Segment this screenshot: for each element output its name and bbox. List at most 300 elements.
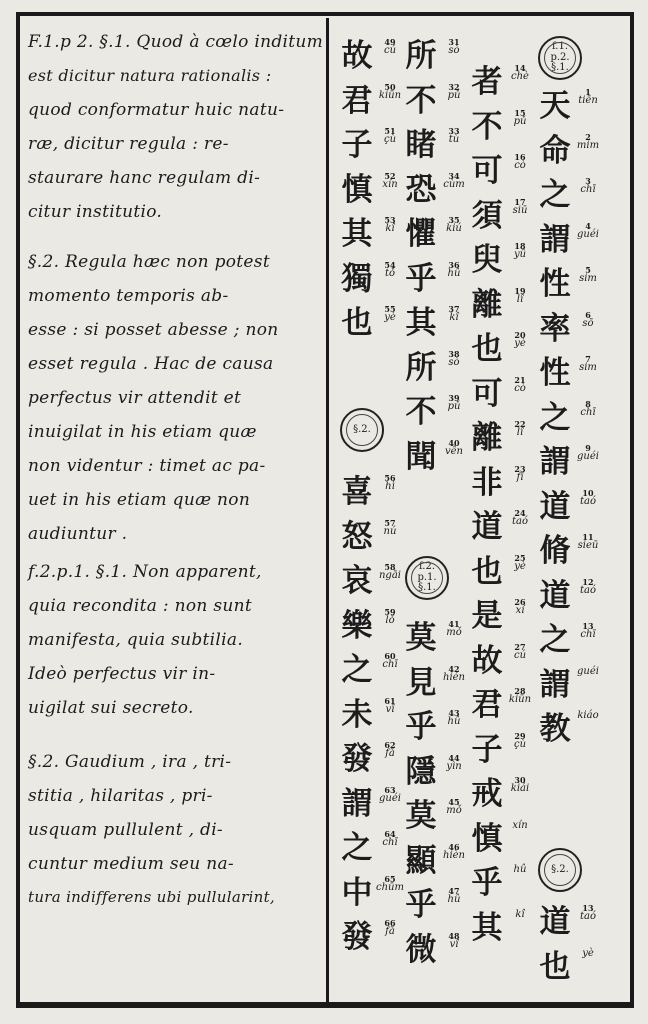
- chinese-character: 未: [341, 696, 373, 733]
- romanization: [374, 38, 406, 83]
- romanization-text: kiái: [510, 783, 530, 795]
- romanization-text: taó: [579, 495, 596, 507]
- romanization-text: yè: [514, 338, 526, 350]
- word-number: 39: [448, 393, 460, 403]
- romanization: [438, 665, 470, 710]
- word-number: 35: [448, 215, 460, 225]
- romanization: [374, 216, 406, 261]
- word-number: 52: [384, 170, 396, 181]
- chinese-character: 謂: [539, 221, 571, 258]
- chinese-character: 命: [539, 132, 571, 169]
- word-number: 26: [514, 597, 526, 607]
- chinese-column: [404, 616, 438, 972]
- romanization-text: kiūn: [508, 694, 532, 706]
- chinese-character: 發: [341, 741, 373, 777]
- romanization: [572, 489, 604, 534]
- word-number: 30: [514, 775, 526, 785]
- latin-line: tura indifferens ubi pullularint,: [28, 888, 275, 906]
- romanization: [374, 519, 406, 564]
- romanization: [438, 620, 470, 665]
- romanization-text: guéi: [577, 451, 599, 463]
- romanization-text: mǒ: [446, 627, 462, 639]
- romanization-text: yìn: [446, 760, 462, 772]
- latin-line: non videntur : timet ac pa-: [28, 456, 266, 476]
- romanization: [504, 554, 536, 599]
- romanization-column: [504, 64, 536, 954]
- romanization: [374, 741, 406, 786]
- chinese-character: 子: [471, 731, 503, 768]
- romanization: [374, 83, 406, 128]
- romanization-text: sim: [579, 273, 597, 285]
- chinese-character: 也: [341, 305, 373, 341]
- romanization: [572, 400, 604, 445]
- latin-line: est dicitur natura rationalis :: [28, 66, 272, 85]
- latin-line: quod conformatur huic natu-: [28, 100, 285, 120]
- romanization: [438, 439, 470, 484]
- word-number: 25: [514, 552, 526, 563]
- chinese-character: 之: [539, 177, 571, 213]
- word-number: 55: [384, 304, 396, 314]
- romanization: [438, 754, 470, 799]
- romanization: [374, 652, 406, 697]
- romanization: [572, 667, 604, 712]
- word-number: 20: [514, 330, 526, 340]
- word-number: 46: [448, 841, 460, 852]
- romanization-text: çù: [383, 134, 397, 146]
- latin-line: F.1.p 2. §.1. Quod à cœlo inditum: [28, 32, 324, 52]
- chinese-column: [538, 84, 572, 752]
- romanization-text: hì: [385, 481, 395, 493]
- latin-line: usquam pullulent , di-: [28, 820, 223, 840]
- word-number: 13: [582, 621, 594, 631]
- romanization: [438, 261, 470, 306]
- chinese-character: 獨: [341, 260, 373, 297]
- romanization-text: siū: [512, 204, 528, 216]
- chinese-character: 謂: [341, 785, 373, 822]
- romanization: [374, 172, 406, 217]
- chinese-character: 故: [471, 642, 503, 679]
- chinese-character: 性: [539, 355, 571, 391]
- chinese-character: 其: [471, 909, 503, 946]
- chinese-character: 顯: [405, 842, 437, 879]
- chinese-character: 睹: [405, 127, 437, 163]
- latin-line: manifesta, quia subtilia.: [28, 630, 244, 650]
- latin-line: f.2.p.1. §.1. Non apparent,: [28, 562, 262, 582]
- chinese-character: 恐: [405, 171, 437, 208]
- romanization-column: [374, 474, 406, 964]
- chinese-character: 乎: [405, 260, 437, 297]
- chinese-character: 不: [405, 394, 437, 430]
- chinese-character: 謂: [539, 666, 571, 703]
- chinese-character: 慎: [471, 820, 503, 857]
- romanization-text: pǔ: [447, 89, 461, 101]
- romanization-text: tiēn: [578, 95, 598, 107]
- word-number: 41: [448, 619, 460, 629]
- romanization: [504, 910, 536, 955]
- latin-line: esse : si posset abesse ; non: [28, 320, 279, 340]
- chinese-character: 乎: [405, 709, 437, 745]
- romanization: [572, 222, 604, 267]
- romanization-text: kiáo: [577, 710, 599, 721]
- romanization: [572, 88, 604, 133]
- chinese-character: 聞: [405, 438, 437, 475]
- romanization: [572, 904, 604, 949]
- romanization: [504, 331, 536, 376]
- romanization: [504, 598, 536, 643]
- romanization-text: chūm: [376, 881, 404, 893]
- romanization-text: guéi: [379, 792, 401, 804]
- latin-paragraph-3: [28, 564, 328, 734]
- word-number: 8: [585, 398, 591, 409]
- romanization: [374, 305, 406, 350]
- romanization: [374, 786, 406, 831]
- romanization: [504, 242, 536, 287]
- chinese-column: [538, 900, 572, 989]
- romanization-text: vî: [449, 938, 459, 950]
- chinese-character: 不: [471, 108, 503, 145]
- romanization: [504, 821, 536, 866]
- word-number: 23: [514, 463, 526, 474]
- romanization-text: yè: [514, 560, 526, 572]
- chinese-character: 發: [341, 919, 373, 955]
- chinese-character: 須: [471, 197, 503, 234]
- word-number: 65: [384, 873, 396, 884]
- latin-line: audiuntur .: [28, 524, 128, 544]
- romanization: [504, 153, 536, 198]
- romanization: [374, 697, 406, 742]
- chinese-character: 離: [471, 420, 503, 456]
- word-number: 59: [384, 606, 396, 617]
- romanization: [572, 711, 604, 756]
- romanization-column: [374, 38, 406, 350]
- romanization-text: xín: [512, 819, 528, 831]
- romanization-text: cú: [383, 45, 397, 57]
- romanization-text: hû: [513, 864, 527, 875]
- romanization: [504, 420, 536, 465]
- romanization-text: chī: [580, 629, 596, 641]
- romanization-text: sō: [582, 317, 594, 329]
- romanization-text: hû: [447, 716, 461, 728]
- romanization: [438, 843, 470, 888]
- romanization: [572, 133, 604, 178]
- romanization: [438, 38, 470, 83]
- romanization: [374, 830, 406, 875]
- word-number: 12: [582, 576, 594, 587]
- word-number: 61: [384, 695, 396, 706]
- chinese-character: 故: [341, 38, 373, 74]
- romanization: [438, 216, 470, 261]
- romanization-text: chè: [511, 71, 529, 83]
- chinese-character: 乎: [405, 887, 437, 923]
- romanization-text: yû: [513, 249, 527, 261]
- chinese-column: [340, 34, 374, 346]
- romanization: [438, 709, 470, 754]
- romanization: [438, 798, 470, 843]
- chinese-character: 慎: [341, 171, 373, 208]
- chinese-character: 莫: [405, 620, 437, 656]
- word-number: 4: [585, 220, 591, 231]
- word-number: 6: [585, 309, 591, 320]
- romanization-text: hû: [447, 267, 461, 279]
- word-number: 45: [448, 797, 460, 807]
- word-number: 19: [514, 285, 526, 296]
- chinese-character: 脩: [539, 533, 571, 569]
- romanization: [504, 643, 536, 688]
- chinese-character: 哀: [341, 563, 373, 599]
- romanization: [374, 919, 406, 964]
- romanization: [374, 261, 406, 306]
- latin-line: Ideò perfectus vir in-: [28, 664, 216, 684]
- romanization-text: tù: [448, 134, 460, 146]
- word-number: 17: [514, 196, 526, 207]
- chinese-character: 道: [539, 577, 571, 614]
- romanization-text: chī: [580, 184, 596, 196]
- chinese-character: 之: [539, 622, 571, 658]
- romanization: [438, 172, 470, 217]
- word-number: 64: [384, 829, 396, 839]
- latin-line: citur institutio.: [28, 202, 163, 222]
- romanization-text: guéi: [577, 665, 599, 677]
- word-number: 29: [514, 730, 526, 741]
- chinese-character: 怒: [341, 518, 373, 555]
- romanization: [438, 394, 470, 439]
- romanization-text: pǔ: [513, 115, 527, 127]
- chinese-character: 道: [539, 904, 571, 940]
- romanization: [572, 266, 604, 311]
- romanization-text: lǒ: [385, 614, 395, 626]
- romanization-text: kiūn: [378, 89, 402, 101]
- word-number: 14: [514, 63, 526, 73]
- chinese-character: 性: [539, 266, 571, 302]
- romanization-text: kî: [449, 312, 459, 324]
- word-number: 31: [448, 37, 460, 47]
- chinese-character: 之: [341, 652, 373, 688]
- romanization: [504, 376, 536, 421]
- chinese-character: 不: [405, 82, 437, 119]
- romanization: [504, 64, 536, 109]
- word-number: 33: [448, 126, 460, 136]
- chinese-character: 可: [471, 153, 503, 189]
- seal-f1-p2-s1: f.1. p.2. §.1.: [538, 36, 582, 80]
- word-number: 51: [384, 126, 396, 136]
- chinese-character: 中: [341, 874, 373, 911]
- latin-line: uigilat sui secreto.: [28, 698, 194, 718]
- romanization: [374, 875, 406, 920]
- word-number: 50: [384, 81, 396, 92]
- romanization: [572, 444, 604, 489]
- romanization-text: tǒ: [384, 267, 396, 279]
- word-number: 7: [585, 354, 591, 364]
- latin-line: uet in his etiam quæ non: [28, 490, 251, 510]
- chinese-character: 臾: [471, 242, 503, 278]
- word-number: 43: [448, 708, 460, 718]
- word-number: 58: [384, 562, 396, 572]
- chinese-character: 戒: [471, 776, 503, 812]
- latin-paragraph-1: [28, 34, 328, 238]
- romanization: [504, 198, 536, 243]
- romanization: [374, 474, 406, 519]
- romanization-text: hièn: [443, 849, 465, 861]
- romanization-text: cò: [514, 160, 526, 172]
- seal-s2-b: §.2.: [538, 848, 582, 892]
- romanization: [572, 533, 604, 578]
- romanization: [504, 865, 536, 910]
- chinese-character: 隱: [405, 753, 437, 790]
- romanization-text: mǒ: [446, 805, 462, 817]
- word-number: 36: [448, 259, 460, 270]
- word-number: 21: [514, 374, 526, 385]
- romanization: [504, 509, 536, 554]
- romanization: [572, 355, 604, 400]
- romanization-text: sieū: [577, 540, 599, 552]
- word-number: 11: [582, 532, 594, 542]
- latin-line: cuntur medium seu na-: [28, 854, 234, 874]
- romanization: [504, 732, 536, 777]
- word-number: 22: [514, 419, 526, 429]
- word-number: 38: [448, 348, 460, 359]
- romanization-text: fī: [516, 471, 524, 483]
- word-number: 49: [384, 37, 396, 47]
- word-number: 63: [384, 784, 396, 795]
- romanization: [572, 311, 604, 356]
- word-number: 16: [514, 152, 526, 162]
- romanization-text: lî: [516, 427, 524, 439]
- latin-line: stitia , hilaritas , pri-: [28, 786, 213, 806]
- romanization-text: cò: [514, 382, 526, 394]
- word-number: 66: [384, 918, 396, 928]
- romanization: [438, 83, 470, 128]
- word-number: 34: [448, 170, 460, 181]
- romanization-text: sò: [448, 45, 460, 57]
- romanization: [438, 127, 470, 172]
- romanization-text: fǎ: [385, 926, 395, 938]
- chinese-character: 教: [539, 711, 571, 747]
- chinese-character: 之: [539, 399, 571, 436]
- latin-line: quia recondita : non sunt: [28, 596, 253, 616]
- romanization: [374, 608, 406, 653]
- word-number: 42: [448, 663, 460, 674]
- romanization: [438, 887, 470, 932]
- romanization-column: [438, 620, 470, 976]
- word-number: 15: [514, 107, 526, 118]
- chinese-character: 子: [341, 127, 373, 163]
- word-number: 9: [585, 443, 591, 453]
- chinese-character: 樂: [341, 607, 373, 644]
- romanization-text: taó: [511, 516, 528, 528]
- romanization: [374, 127, 406, 172]
- romanization-text: hû: [447, 894, 461, 906]
- chinese-character: 天: [539, 88, 571, 124]
- romanization-text: chī: [382, 837, 398, 849]
- chinese-character: 莫: [405, 798, 437, 834]
- word-number: 10: [582, 487, 594, 498]
- romanization-text: vên: [444, 445, 463, 457]
- romanization-text: fǎ: [385, 748, 395, 760]
- word-number: 44: [448, 752, 460, 763]
- chinese-column: [404, 34, 438, 479]
- chinese-character: 謂: [539, 444, 571, 480]
- chinese-column: [340, 470, 374, 960]
- chinese-column: [470, 60, 504, 950]
- chinese-character: 也: [471, 553, 503, 590]
- romanization-column: [572, 904, 604, 993]
- romanization-text: yè: [582, 947, 594, 959]
- chinese-character: 乎: [471, 865, 503, 901]
- word-number: 2: [585, 131, 591, 142]
- chinese-character: 非: [471, 464, 503, 501]
- word-number: 48: [448, 930, 460, 941]
- chinese-character: 也: [471, 331, 503, 367]
- word-number: 3: [585, 176, 591, 186]
- romanization-text: mim: [576, 139, 600, 151]
- latin-paragraph-2: [28, 254, 328, 560]
- romanization: [572, 622, 604, 667]
- romanization-text: chī: [580, 406, 596, 418]
- chinese-character: 率: [539, 310, 571, 347]
- chinese-character: 是: [471, 598, 503, 634]
- romanization: [438, 305, 470, 350]
- chinese-character: 者: [471, 64, 503, 100]
- word-number: 47: [448, 886, 460, 896]
- romanization-text: cùm: [443, 178, 465, 190]
- chinese-character: 道: [471, 509, 503, 545]
- word-number: 62: [384, 740, 396, 750]
- word-number: 5: [585, 265, 591, 275]
- word-number: 18: [514, 241, 526, 251]
- romanization-column: [572, 88, 604, 756]
- romanization-text: lî: [516, 293, 524, 305]
- chinese-character: 離: [471, 286, 503, 323]
- romanization: [504, 109, 536, 154]
- romanization: [438, 932, 470, 977]
- latin-line: momento temporis ab-: [28, 286, 229, 306]
- latin-line: §.2. Gaudium , ira , tri-: [28, 752, 232, 772]
- word-number: 32: [448, 81, 460, 92]
- word-number: 53: [384, 215, 396, 225]
- chinese-character: 道: [539, 488, 571, 525]
- romanization-text: yè: [384, 312, 396, 324]
- romanization-text: taó: [579, 911, 596, 923]
- romanization-text: ngāi: [378, 570, 401, 582]
- chinese-character: 君: [471, 687, 503, 723]
- chinese-character: 見: [405, 664, 437, 701]
- latin-line: esset regula . Hac de causa: [28, 354, 274, 374]
- romanization-text: taó: [579, 584, 596, 596]
- chinese-character: 也: [539, 948, 571, 985]
- romanization-text: nú: [383, 525, 397, 537]
- chinese-character: 之: [341, 830, 373, 866]
- romanization: [504, 687, 536, 732]
- word-number: 28: [514, 686, 526, 696]
- latin-line: ræ, dicitur regula : re-: [28, 134, 229, 154]
- word-number: 37: [448, 304, 460, 314]
- romanization: [572, 578, 604, 623]
- word-number: 24: [514, 508, 526, 518]
- word-number: 13: [582, 903, 594, 913]
- seal-s2: §.2.: [340, 408, 384, 452]
- romanization: [572, 949, 604, 994]
- word-number: 27: [514, 641, 526, 652]
- romanization-text: kî: [385, 223, 395, 235]
- romanization-text: hién: [443, 671, 465, 683]
- latin-line: perfectus vir attendit et: [28, 388, 242, 408]
- romanization-text: pǔ: [447, 401, 461, 413]
- romanization-text: chī: [382, 659, 398, 671]
- word-number: 40: [448, 437, 460, 448]
- chinese-character: 其: [341, 216, 373, 252]
- romanization-text: sò: [448, 356, 460, 368]
- latin-line: §.2. Regula hæc non potest: [28, 252, 270, 272]
